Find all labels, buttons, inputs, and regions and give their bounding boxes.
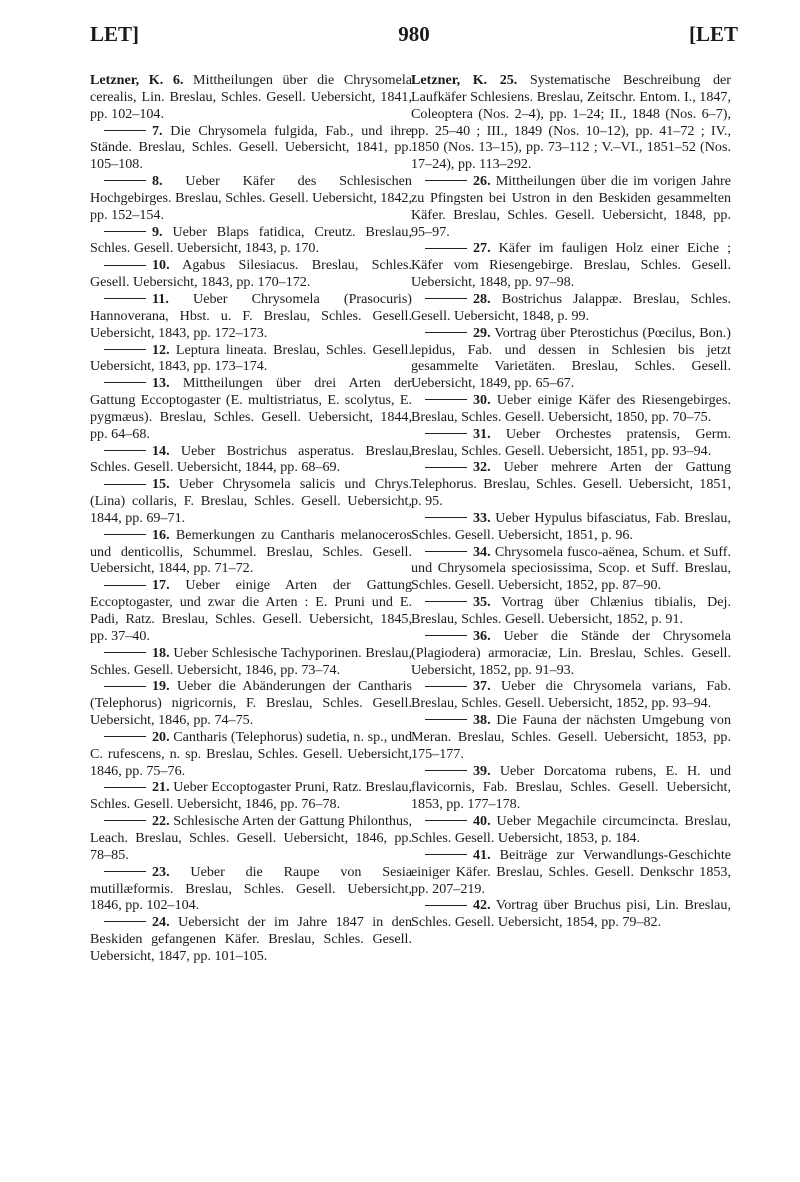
bibliography-entry xyxy=(411,678,731,712)
entry-text: Uebersicht der im Jahre 1847 in den Beskiden gefangenen Käfer. Breslau, Schles. Gesell. Uebersicht, 1847, pp. 101–105. xyxy=(90,914,412,964)
entry-number: 9. xyxy=(152,223,163,240)
entry-number: 24. xyxy=(152,914,170,931)
entry-text: Schlesische Arten der Gattung Philonthus, Leach. Breslau, Schles. Gesell. Uebersicht, 1846, pp. 78–85. xyxy=(90,813,413,863)
entry-number: 10. xyxy=(152,257,170,274)
bibliography-entry xyxy=(90,257,412,291)
entry-text: Beiträge zur Verwandlungs-Geschichte einiger Käfer. Breslau, Schles. Gesell. Denkschr 1853, pp. 207–219. xyxy=(411,846,731,897)
entry-number: 8. xyxy=(152,173,163,190)
entry-number: 16. xyxy=(152,526,170,543)
ditto-dash xyxy=(425,905,467,906)
entry-text: Ueber Käfer des Schlesischen Hochgebirges. Breslau, Schles. Gesell. Uebersicht, 1842, pp. 152–154. xyxy=(90,173,412,223)
entry-text: Agabus Silesiacus. Breslau, Schles. Gesell. Uebersicht, 1843, pp. 170–172. xyxy=(90,257,412,291)
left-column xyxy=(90,72,412,965)
entry-number: 14. xyxy=(152,442,170,459)
entry-number: 6. xyxy=(172,72,184,88)
entry-number: 7. xyxy=(152,122,163,139)
ditto-dash xyxy=(104,265,146,266)
ditto-dash xyxy=(104,231,146,232)
bibliography-entry xyxy=(411,392,731,426)
bibliography-entry xyxy=(411,426,731,460)
entry-text: Ueber die Chrysomela varians, Fab. Breslau, Schles. Gesell. Uebersicht, 1852, pp. 93–94. xyxy=(411,678,731,712)
entry-text: Ueber Schlesische Tachyporinen. Breslau, Schles. Gesell. Uebersicht, 1846, pp. 73–74. xyxy=(90,644,412,678)
bibliography-entry xyxy=(411,594,731,628)
ditto-dash xyxy=(425,686,467,687)
entry-text: Ueber Megachile circumcincta. Breslau, Schles. Gesell. Uebersicht, 1853, p. 184. xyxy=(411,813,731,846)
ditto-dash xyxy=(425,601,467,602)
entry-number: 31. xyxy=(473,425,491,442)
entry-text: Chrysomela fusco-aënea, Schum. et Suff. und Chrysomela speciosissima, Scop. et Suff. Breslau, Schles. Gesell. Uebersicht, 1852, pp. 87–90. xyxy=(411,543,731,594)
entry-number: 25. xyxy=(499,72,518,88)
entry-number: 27. xyxy=(473,240,491,257)
bibliography-entry xyxy=(90,645,412,679)
entry-number: 35. xyxy=(473,594,491,611)
entry-number: 41. xyxy=(473,846,491,863)
ditto-dash xyxy=(104,820,146,821)
entry-text: Ueber mehrere Arten der Gattung Telephorus. Breslau, Schles. Gesell. Uebersicht, 1851, p. 95. xyxy=(411,459,731,510)
bibliography-entry xyxy=(411,763,731,814)
entry-number: 21. xyxy=(152,779,170,796)
entry-text: Ueber die Abänderungen der Cantharis (Telephorus) nigricornis, F. Breslau, Schles. Gesell. Uebersicht, 1846, pp. 74–75. xyxy=(90,678,412,729)
bibliography-entry xyxy=(90,224,412,258)
ditto-dash xyxy=(104,382,146,383)
bibliography-entry xyxy=(411,325,731,392)
entry-text: Ueber die Raupe von Sesia mutillæformis. Breslau, Schles. Gesell. Uebersicht, 1846, pp. 102–104. xyxy=(90,863,412,914)
entry-text: Ueber Blaps fatidica, Creutz. Breslau, Schles. Gesell. Uebersicht, 1843, p. 170. xyxy=(90,223,412,257)
page-number: 980 xyxy=(398,22,430,46)
entry-text: Cantharis (Telephorus) sudetia, n. sp., und C. rufescens, n. sp. Breslau, Schles. Gesell. Uebersicht, 1846, pp. 75–76. xyxy=(90,728,412,779)
bibliography-entry xyxy=(411,291,731,325)
ditto-dash xyxy=(104,130,146,131)
entry-number: 40. xyxy=(473,813,491,830)
ditto-dash xyxy=(104,871,146,872)
ditto-dash xyxy=(425,248,467,249)
ditto-dash xyxy=(425,517,467,518)
ditto-dash xyxy=(104,652,146,653)
bibliography-entry xyxy=(90,864,412,915)
entry-text: Ueber Chrysomela salicis und Chrys. (Lina) collaris, F. Breslau, Schles. Gesell. Uebersicht, 1844, pp. 69–71. xyxy=(90,476,412,526)
entry-text: Ueber einige Käfer des Riesengebirges. Breslau, Schles. Gesell. Uebersicht, 1850, pp. 70–75. xyxy=(411,392,731,425)
bibliography-entry xyxy=(411,240,731,291)
entry-number: 17. xyxy=(152,577,170,594)
bibliography-entry xyxy=(90,476,412,527)
ditto-dash xyxy=(104,585,146,586)
bibliography-entry xyxy=(411,510,731,544)
ditto-dash xyxy=(104,450,146,451)
entry-number: 23. xyxy=(152,863,170,880)
ditto-dash xyxy=(104,921,146,922)
bibliography-entry xyxy=(411,72,731,173)
entry-text: Vortrag über Chlænius tibialis, Dej. Breslau, Schles. Gesell. Uebersicht, 1852, p. 91. xyxy=(411,594,731,627)
entry-text: Ueber einige Arten der Gattung Eccoptogaster, und zwar die Arten : E. Pruni und E. Padi, Ratz. Breslau, Schles. Gesell. Uebersicht, 1845, pp. 37–40. xyxy=(90,577,412,644)
bibliography-entry xyxy=(411,813,731,847)
entry-number: 28. xyxy=(473,290,491,307)
ditto-dash xyxy=(425,433,467,434)
entry-number: 19. xyxy=(152,678,170,695)
ditto-dash xyxy=(104,298,146,299)
entry-number: 36. xyxy=(473,627,491,644)
entry-number: 11. xyxy=(152,290,169,307)
entry-number: 38. xyxy=(473,712,491,729)
bibliography-entry xyxy=(90,443,412,477)
entry-text: Mittheilungen über drei Arten der Gattung Eccoptogaster (E. multistriatus, E. scolytus, E. pygmæus). Breslau, Schles. Gesell. Uebersicht, 1844, pp. 64–68. xyxy=(90,375,412,442)
entry-text: Die Chrysomela fulgida, Fab., und ihre Stände. Breslau, Schles. Gesell. Uebersicht, 1841, pp. 105–108. xyxy=(90,122,412,173)
entry-number: 32. xyxy=(473,459,491,476)
ditto-dash xyxy=(104,349,146,350)
ditto-dash xyxy=(425,467,467,468)
entry-number: 34. xyxy=(473,543,491,560)
ditto-dash xyxy=(425,332,467,333)
entry-text: Ueber die Stände der Chrysomela (Plagiodera) armoraciæ, Lin. Breslau, Schles. Gesell. Uebersicht, 1852, pp. 91–93. xyxy=(411,627,731,678)
bibliography-entry xyxy=(411,459,731,510)
bibliography-entry xyxy=(411,847,731,898)
ditto-dash xyxy=(425,854,467,855)
entry-number: 26. xyxy=(473,173,491,190)
header-right-guide-word: [LET xyxy=(688,22,738,46)
ditto-dash xyxy=(425,635,467,636)
entry-text: Leptura lineata. Breslau, Schles. Gesell. Uebersicht, 1843, pp. 173–174. xyxy=(90,341,412,375)
entry-text: Mittheilungen über die im vorigen Jahre zu Pfingsten bei Ustron in den Beskiden gesammelten Käfer. Breslau, Schles. Gesell. Uebersicht, 1848, pp. 95–97. xyxy=(411,173,731,240)
ditto-dash xyxy=(425,551,467,552)
ditto-dash xyxy=(104,484,146,485)
entry-text: Ueber Bostrichus asperatus. Breslau, Schles. Gesell. Uebersicht, 1844, pp. 68–69. xyxy=(90,442,412,476)
ditto-dash xyxy=(104,736,146,737)
ditto-dash xyxy=(104,686,146,687)
entry-text: Mittheilungen über die Chrysomela cerealis, Lin. Breslau, Schles. Gesell. Uebersicht, 1841, pp. 102–104. xyxy=(90,72,413,122)
ditto-dash xyxy=(425,719,467,720)
right-column xyxy=(411,72,731,931)
bibliography-entry xyxy=(90,729,412,780)
entry-number: 15. xyxy=(152,476,170,493)
entry-text: Ueber Dorcatoma rubens, E. H. und flavicornis, Fab. Breslau, Schles. Gesell. Uebersicht, 1853, pp. 177–178. xyxy=(411,762,731,813)
entry-text: Bemerkungen zu Cantharis melanoceros und denticollis, Schummel. Breslau, Schles. Gesell. Uebersicht, 1844, pp. 71–72. xyxy=(90,526,412,577)
bibliography-entry xyxy=(411,173,731,240)
entry-number: 12. xyxy=(152,341,170,358)
ditto-dash xyxy=(425,180,467,181)
bibliography-entry xyxy=(411,712,731,763)
ditto-dash xyxy=(425,820,467,821)
entry-number: 13. xyxy=(152,375,170,392)
entry-text: Systematische Beschreibung der Laufkäfer Schlesiens. Breslau, Zeitschr. Entom. I., 1847, Coleoptera (Nos. 2–4), pp. 1–24; II., 1848 (Nos. 6–7), pp. 25–40 ; III., 1849 (Nos. 10–12), pp. 41–72 ; IV., 1850 (Nos. 13–15), pp. 73–112 ; V.–VI., 1851–52 (Nos. 17–24), pp. 113–292. xyxy=(411,72,731,173)
bibliography-entry xyxy=(90,72,412,123)
bibliography-entry xyxy=(90,342,412,376)
bibliography-entry xyxy=(90,527,412,578)
entry-text: Käfer im fauligen Holz einer Eiche ; Käfer vom Riesengebirge. Breslau, Schles. Gesell. Uebersicht, 1848, pp. 97–98. xyxy=(411,240,731,291)
author-name: Letzner, K. xyxy=(90,72,164,88)
entry-text: Vortrag über Bruchus pisi, Lin. Breslau, Schles. Gesell. Uebersicht, 1854, pp. 79–82. xyxy=(411,897,731,931)
bibliography-entry xyxy=(90,577,412,644)
entry-text: Ueber Hypulus bifasciatus, Fab. Breslau, Schles. Gesell. Uebersicht, 1851, p. 96. xyxy=(411,509,732,543)
bibliography-entry xyxy=(411,897,731,931)
author-name: Letzner, K. xyxy=(411,72,488,88)
bibliography-entry xyxy=(90,375,412,442)
entry-text: Ueber Chrysomela (Prasocuris) Hannoverana, Hbst. u. F. Breslau, Schles. Gesell. Uebersicht, 1843, pp. 172–173. xyxy=(90,290,412,341)
bibliography-entry xyxy=(411,544,731,595)
bibliography-entry xyxy=(411,628,731,679)
entry-number: 30. xyxy=(473,392,491,409)
entry-text: Ueber Eccoptogaster Pruni, Ratz. Breslau, Schles. Gesell. Uebersicht, 1846, pp. 76–78. xyxy=(90,779,412,813)
ditto-dash xyxy=(425,298,467,299)
entry-text: Die Fauna der nächsten Umgebung von Meran. Breslau, Schles. Gesell. Uebersicht, 1853, pp. 175–177. xyxy=(411,712,731,762)
entry-number: 39. xyxy=(473,762,491,779)
entry-number: 37. xyxy=(473,678,491,695)
ditto-dash xyxy=(104,534,146,535)
ditto-dash xyxy=(425,770,467,771)
bibliography-entry xyxy=(90,123,412,174)
bibliography-entry xyxy=(90,291,412,342)
entry-text: Ueber Orchestes pratensis, Germ. Breslau, Schles. Gesell. Uebersicht, 1851, pp. 93–94. xyxy=(411,425,731,459)
entry-text: Vortrag über Pterostichus (Pœcilus, Bon.) lepidus, Fab. und dessen in Schlesien bis jetzt gesammelte Varietäten. Breslau, Schles. Gesell. Uebersicht, 1849, pp. 65–67. xyxy=(411,324,731,392)
bibliography-entry xyxy=(90,914,412,965)
bibliography-entry xyxy=(90,173,412,224)
entry-number: 20. xyxy=(152,728,170,745)
ditto-dash xyxy=(104,787,146,788)
bibliography-entry xyxy=(90,678,412,729)
entry-text: Bostrichus Jalappæ. Breslau, Schles. Gesell. Uebersicht, 1848, p. 99. xyxy=(411,290,731,324)
entry-number: 18. xyxy=(152,644,170,661)
entry-number: 33. xyxy=(473,509,491,526)
entry-number: 42. xyxy=(473,897,491,914)
ditto-dash xyxy=(425,399,467,400)
bibliography-entry xyxy=(90,779,412,813)
entry-number: 22. xyxy=(152,813,170,830)
bibliography-entry xyxy=(90,813,412,864)
page-header xyxy=(90,22,738,52)
ditto-dash xyxy=(104,180,146,181)
entry-number: 29. xyxy=(473,324,491,341)
header-left-guide-word: LET] xyxy=(90,22,140,46)
